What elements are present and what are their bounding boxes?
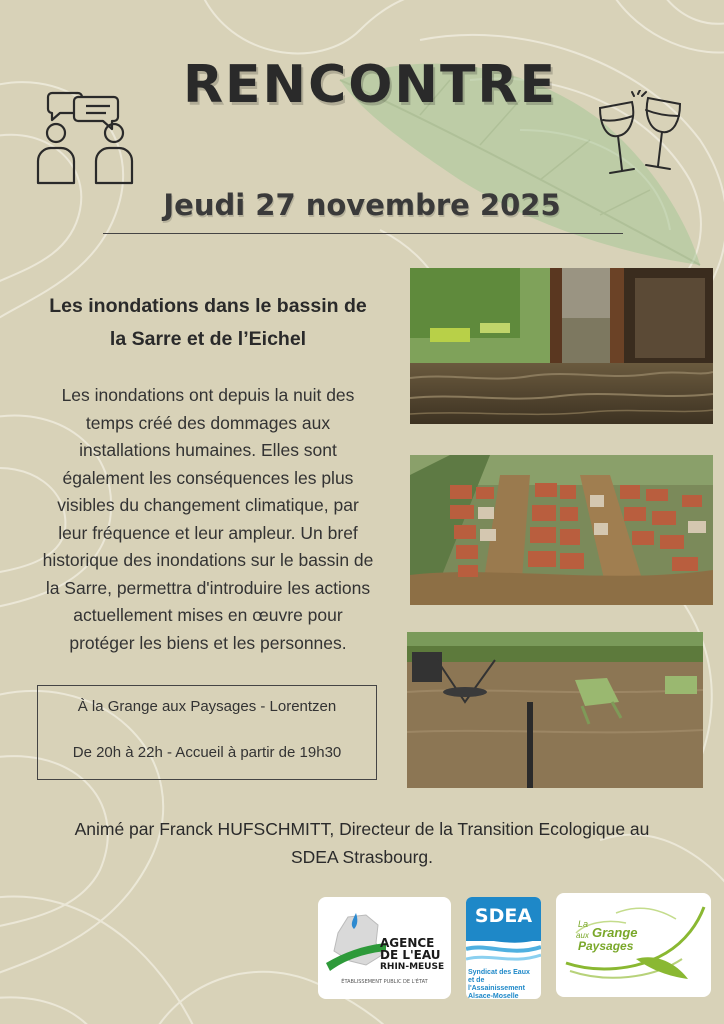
- grange-logo-aux: aux: [576, 931, 589, 940]
- host-credit-line: SDEA Strasbourg.: [290, 847, 434, 867]
- host-credit: [20, 815, 704, 871]
- agence-logo-line: DE L'EAU: [380, 948, 441, 962]
- agence-eau-logo: [318, 897, 451, 999]
- event-date: Jeudi 27 novembre 2025: [163, 188, 561, 222]
- sdea-logo-name: SDEA: [474, 905, 533, 927]
- flooded-garden-photo: [407, 632, 703, 788]
- sdea-logo-line: Syndicat des Eaux: [468, 969, 530, 976]
- description-line: leur fréquence et leur ampleur. Un bref: [58, 522, 358, 543]
- conversation-icon: [30, 85, 140, 190]
- description-line: Les inondations ont depuis la nuit des: [61, 385, 355, 405]
- agence-logo-line: RHIN-MEUSE: [380, 962, 445, 972]
- wine-glasses-icon: [590, 90, 690, 190]
- description-line: actuellement mises en œuvre pour: [73, 605, 343, 625]
- title-divider: [103, 233, 623, 234]
- description-line: protéger les biens et les personnes.: [69, 632, 347, 653]
- subtitle-line: la Sarre et de l’Eichel: [109, 328, 307, 350]
- grange-logo-grange: Grange: [592, 925, 638, 940]
- flooded-interior-photo: [410, 268, 713, 424]
- event-location: À la Grange aux Paysages - Lorentzen: [77, 698, 337, 715]
- description-line: visibles du changement climatique, par: [57, 495, 359, 515]
- grange-logo-paysages: Paysages: [578, 939, 634, 953]
- sdea-logo-line: Alsace-Moselle: [468, 993, 519, 999]
- event-subtitle: [18, 290, 398, 356]
- flooded-town-aerial-photo: [410, 455, 713, 605]
- sdea-logo: [466, 897, 541, 999]
- grange-aux-paysages-logo: [556, 893, 711, 997]
- description-line: temps créé des dommages aux: [85, 412, 331, 433]
- event-schedule: De 20h à 22h - Accueil à partir de 19h30: [72, 744, 342, 761]
- france-map-icon: [326, 911, 386, 971]
- sdea-logo-line: et de l'Assainissement: [468, 977, 525, 992]
- water-wave-icon: [466, 935, 541, 969]
- description-line: également les conséquences les plus: [62, 467, 354, 488]
- event-info-box: [37, 685, 377, 780]
- description-line: installations humaines. Elles sont: [79, 440, 337, 460]
- agence-logo-caption: ÉTABLISSEMENT PUBLIC DE L'ÉTAT: [341, 979, 428, 985]
- host-credit-line: Animé par Franck HUFSCHMITT, Directeur de la Transition Ecologique au: [74, 819, 650, 839]
- grange-logo-la: La: [578, 919, 589, 929]
- page-title: RENCONTRE: [182, 55, 557, 115]
- description-line: la Sarre, permettra d'introduire les actions: [45, 577, 371, 598]
- agence-logo-line: AGENCE: [380, 936, 435, 950]
- description-line: historique des inondations sur le bassin de: [42, 550, 374, 570]
- event-description: [14, 382, 402, 657]
- subtitle-line: Les inondations dans le bassin de: [49, 295, 367, 317]
